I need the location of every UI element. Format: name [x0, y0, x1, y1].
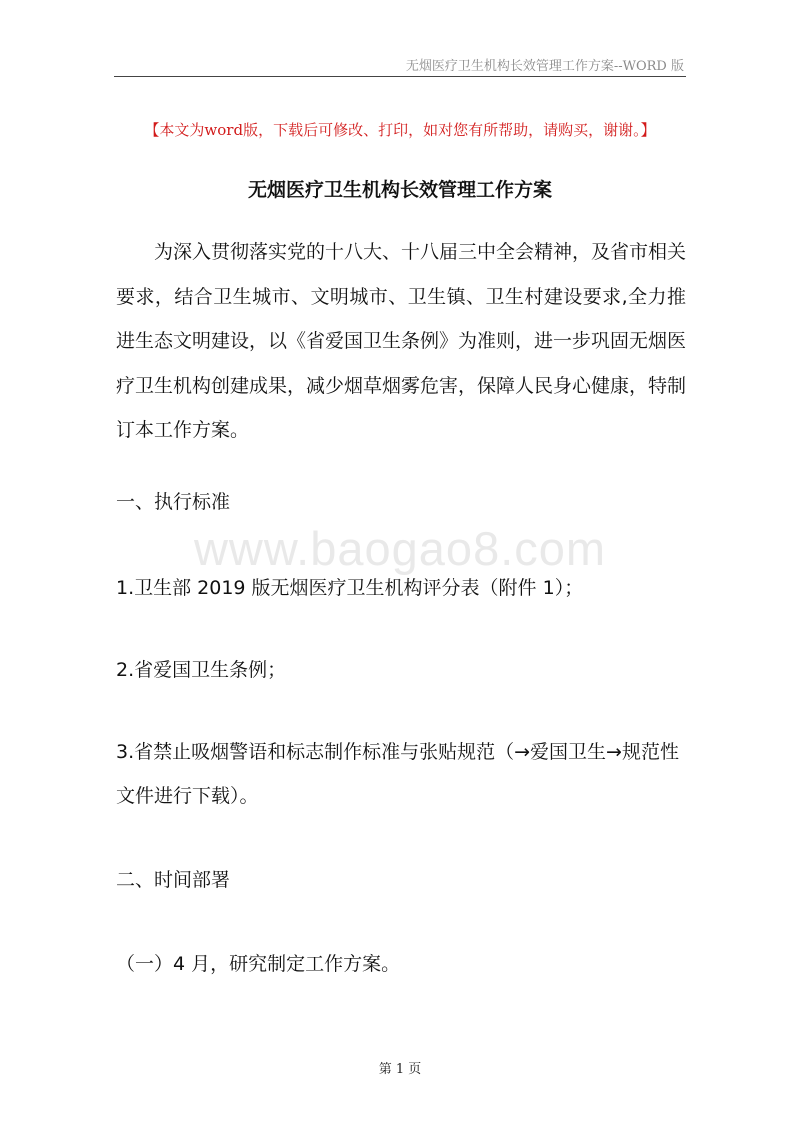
document-title: 无烟医疗卫生机构长效管理工作方案 [247, 179, 552, 201]
intro-paragraph: 为深入贯彻落实党的十八大、十八届三中全会精神，及省市相关要求，结合卫生城市、文明城市、卫生镇、卫生村建设要求,全力推进生态文明建设，以《省爱国卫生条例》为准则，进一步巩固无烟医疗卫生机构创建成果，减少烟草烟雾危害，保障人民身心健康，特制订本工作方案。 [116, 241, 687, 441]
page-number: 第 1 页 [378, 1062, 422, 1077]
section-heading-standards: 一、执行标准 [116, 491, 231, 513]
schedule-step-1: （一）4 月，研究制定工作方案。 [116, 953, 401, 975]
standard-item-3-line-1: 3.省禁止吸烟警语和标志制作标准与张贴规范（→爱国卫生→规范性 [116, 741, 679, 763]
standard-item-3-line-2: 文件进行下载）。 [116, 785, 259, 807]
standard-item-1: 1.卫生部 2019 版无烟医疗卫生机构评分表（附件 1）； [116, 577, 584, 599]
running-header: 无烟医疗卫生机构长效管理工作方案--WORD 版 [405, 59, 684, 74]
section-heading-schedule: 二、时间部署 [116, 869, 231, 891]
header-divider [114, 76, 686, 77]
purchase-notice: 【本文为word版，下载后可修改、打印，如对您有所帮助，请购买，谢谢。】 [144, 121, 656, 139]
watermark: www.baogao8.com [193, 522, 607, 575]
standard-item-2: 2.省爱国卫生条例； [116, 659, 287, 681]
